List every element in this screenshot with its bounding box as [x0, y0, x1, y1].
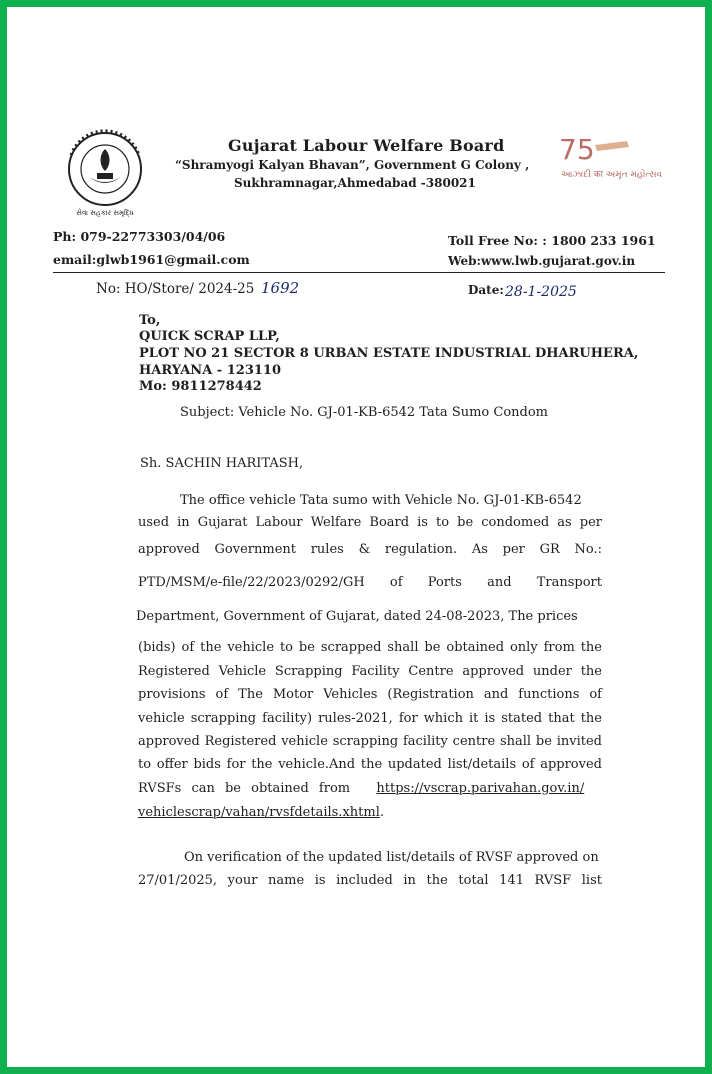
body-line: [138, 781, 584, 796]
phone-number: Ph: 079-22773303/04/06: [53, 229, 226, 244]
body-line: Department, Government of Gujarat, dated 24-08-2023, The prices: [136, 609, 578, 624]
letter-page: [7, 7, 705, 1067]
body-line: [138, 805, 384, 820]
recipient-name: QUICK SCRAP LLP,: [139, 329, 280, 344]
handwritten-date: 28-1-2025: [505, 284, 577, 300]
body-line: The office vehicle Tata sumo with Vehicle No. GJ-01-KB-6542: [180, 493, 582, 508]
body-line: 27/01/2025, your name is included in the total 141 RVSF list: [138, 873, 602, 888]
letter-subject: Subject: Vehicle No. GJ-01-KB-6542 Tata Sumo Condom: [180, 405, 549, 420]
toll-free-number: Toll Free No: : 1800 233 1961: [448, 233, 656, 248]
email-address: email:glwb1961@gmail.com: [53, 252, 250, 267]
date-label: Date:: [468, 283, 504, 297]
handwritten-reference-number: 1692: [261, 279, 300, 297]
rvsf-details-link-continued[interactable]: vehiclescrap/vahan/rvsfdetails.xhtml: [138, 805, 380, 820]
body-line: approved Registered vehicle scrapping facility centre shall be invited: [138, 734, 602, 749]
recipient-to: To,: [139, 313, 161, 328]
recipient-address-line1: PLOT NO 21 SECTOR 8 URBAN ESTATE INDUSTRIAL DHARUHERA,: [139, 346, 639, 361]
website-address: Web:www.lwb.gujarat.gov.in: [448, 254, 636, 268]
salutation: Sh. SACHIN HARITASH,: [140, 456, 304, 471]
body-line: used in Gujarat Labour Welfare Board is to be condomed as per: [138, 515, 602, 530]
logo-motto: સેવા સહકાર સમૃદ્ધિ: [76, 209, 134, 217]
rvsf-details-link[interactable]: https://vscrap.parivahan.gov.in/: [376, 781, 585, 796]
body-line: (bids) of the vehicle to be scrapped shall be obtained only from the: [138, 640, 602, 655]
org-address-line1: “Shramyogi Kalyan Bhavan”, Government G Colony ,: [175, 158, 530, 172]
org-address-line2: Sukhramnagar,Ahmedabad -380021: [234, 176, 476, 190]
body-line: approved Government rules & regulation. As per GR No.:: [138, 542, 602, 557]
header-divider: [53, 272, 665, 273]
body-line: PTD/MSM/e-file/22/2023/0292/GH of Ports and Transport: [138, 575, 602, 590]
azadi-ka-amrit-mahotsav-emblem: [555, 131, 663, 189]
body-text: RVSFs can be obtained from: [138, 781, 351, 796]
body-line: provisions of The Motor Vehicles (Registration and functions of: [138, 687, 602, 702]
body-line: vehicle scrapping facility) rules-2021, for which it is stated that the: [138, 711, 602, 726]
recipient-mobile: Mo: 9811278442: [139, 379, 262, 394]
body-line: On verification of the updated list/details of RVSF approved on: [184, 850, 599, 865]
reference-number-label: No: HO/Store/ 2024-25: [96, 281, 255, 297]
body-text: .: [379, 805, 384, 820]
body-line: to offer bids for the vehicle.And the updated list/details of approved: [138, 757, 602, 772]
org-name: Gujarat Labour Welfare Board: [228, 136, 505, 155]
gujarat-labour-welfare-board-logo: [59, 125, 151, 217]
emblem-text: આઝાદી का અમૃત મહોત્સવ: [561, 170, 663, 180]
body-line: Registered Vehicle Scrapping Facility Centre approved under the: [138, 664, 602, 679]
recipient-address-line2: HARYANA - 123110: [139, 363, 281, 378]
svg-text:75: 75: [559, 133, 595, 166]
